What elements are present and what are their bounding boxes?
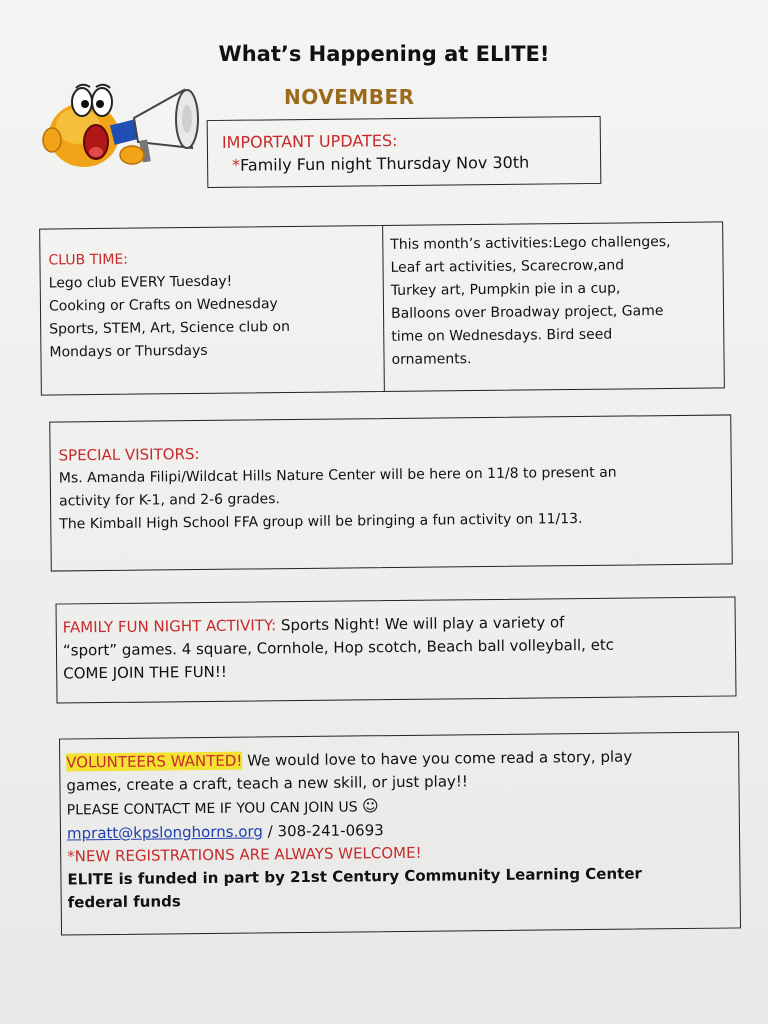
contact-text: PLEASE CONTACT ME IF YOU CAN JOIN US	[66, 799, 363, 819]
family-line-text: Sports Night! We will play a variety of	[276, 613, 565, 635]
activities-line: This month’s activities:Lego challenges,	[390, 233, 671, 253]
special-visitors-box	[49, 414, 733, 571]
club-line: Cooking or Crafts on Wednesday	[48, 296, 278, 315]
funding-line: federal funds	[67, 892, 181, 912]
activities-line: ornaments.	[391, 351, 472, 368]
club-time-box	[39, 221, 725, 395]
family-fun-night-box	[55, 596, 736, 703]
family-heading: FAMILY FUN NIGHT ACTIVITY:	[62, 616, 277, 637]
visitors-line: Ms. Amanda Filipi/Wildcat Hills Nature Center will be here on 11/8 to present an	[58, 464, 617, 487]
club-line: Sports, STEM, Art, Science club on	[49, 318, 291, 338]
megaphone-smiley-icon	[42, 80, 204, 178]
activities-line: Balloons over Broadway project, Game	[390, 303, 664, 322]
funding-line: ELITE is funded in part by 21st Century Community Learning Center	[67, 864, 642, 889]
activities-line: Leaf art activities, Scarecrow,and	[390, 257, 625, 276]
important-updates-box	[207, 116, 602, 188]
registrations-notice: *NEW REGISTRATIONS ARE ALWAYS WELCOME!	[67, 843, 422, 866]
volunteers-line: games, create a craft, teach a new skill, or just play!!	[66, 772, 468, 795]
visitors-line: The Kimball High School FFA group will be bringing a fun activity on 11/13.	[59, 510, 583, 533]
phone-number: / 308-241-0693	[262, 821, 384, 841]
smiley-icon: ☺	[361, 796, 379, 816]
club-time-column	[48, 246, 379, 364]
club-line: Mondays or Thursdays	[49, 342, 208, 361]
updates-heading: IMPORTANT UPDATES:	[221, 131, 398, 152]
activities-column	[390, 231, 716, 372]
updates-item-text: Family Fun night Thursday Nov 30th	[240, 152, 530, 175]
visitors-line: activity for K-1, and 2-6 grades.	[58, 491, 281, 510]
club-line: Lego club EVERY Tuesday!	[48, 273, 233, 292]
family-line: “sport” games. 4 square, Cornhole, Hop scotch, Beach ball volleyball, etc	[62, 635, 615, 660]
volunteers-heading: VOLUNTEERS WANTED!	[66, 751, 243, 772]
family-line: COME JOIN THE FUN!!	[63, 662, 227, 683]
column-divider	[382, 226, 385, 391]
visitors-heading: SPECIAL VISITORS:	[58, 445, 200, 465]
volunteers-box	[59, 731, 741, 935]
email-link[interactable]: mpratt@kpslonghorns.org	[66, 822, 264, 843]
activities-line: time on Wednesdays. Bird seed	[391, 326, 613, 345]
activities-line: Turkey art, Pumpkin pie in a cup,	[390, 280, 621, 299]
club-time-heading: CLUB TIME:	[48, 251, 129, 269]
page-title: What’s Happening at ELITE!	[218, 42, 550, 66]
volunteers-text: We would love to have you come read a story, play	[242, 747, 633, 770]
updates-star: *	[232, 155, 241, 175]
month-heading: NOVEMBER	[284, 85, 415, 109]
updates-item	[232, 150, 600, 177]
